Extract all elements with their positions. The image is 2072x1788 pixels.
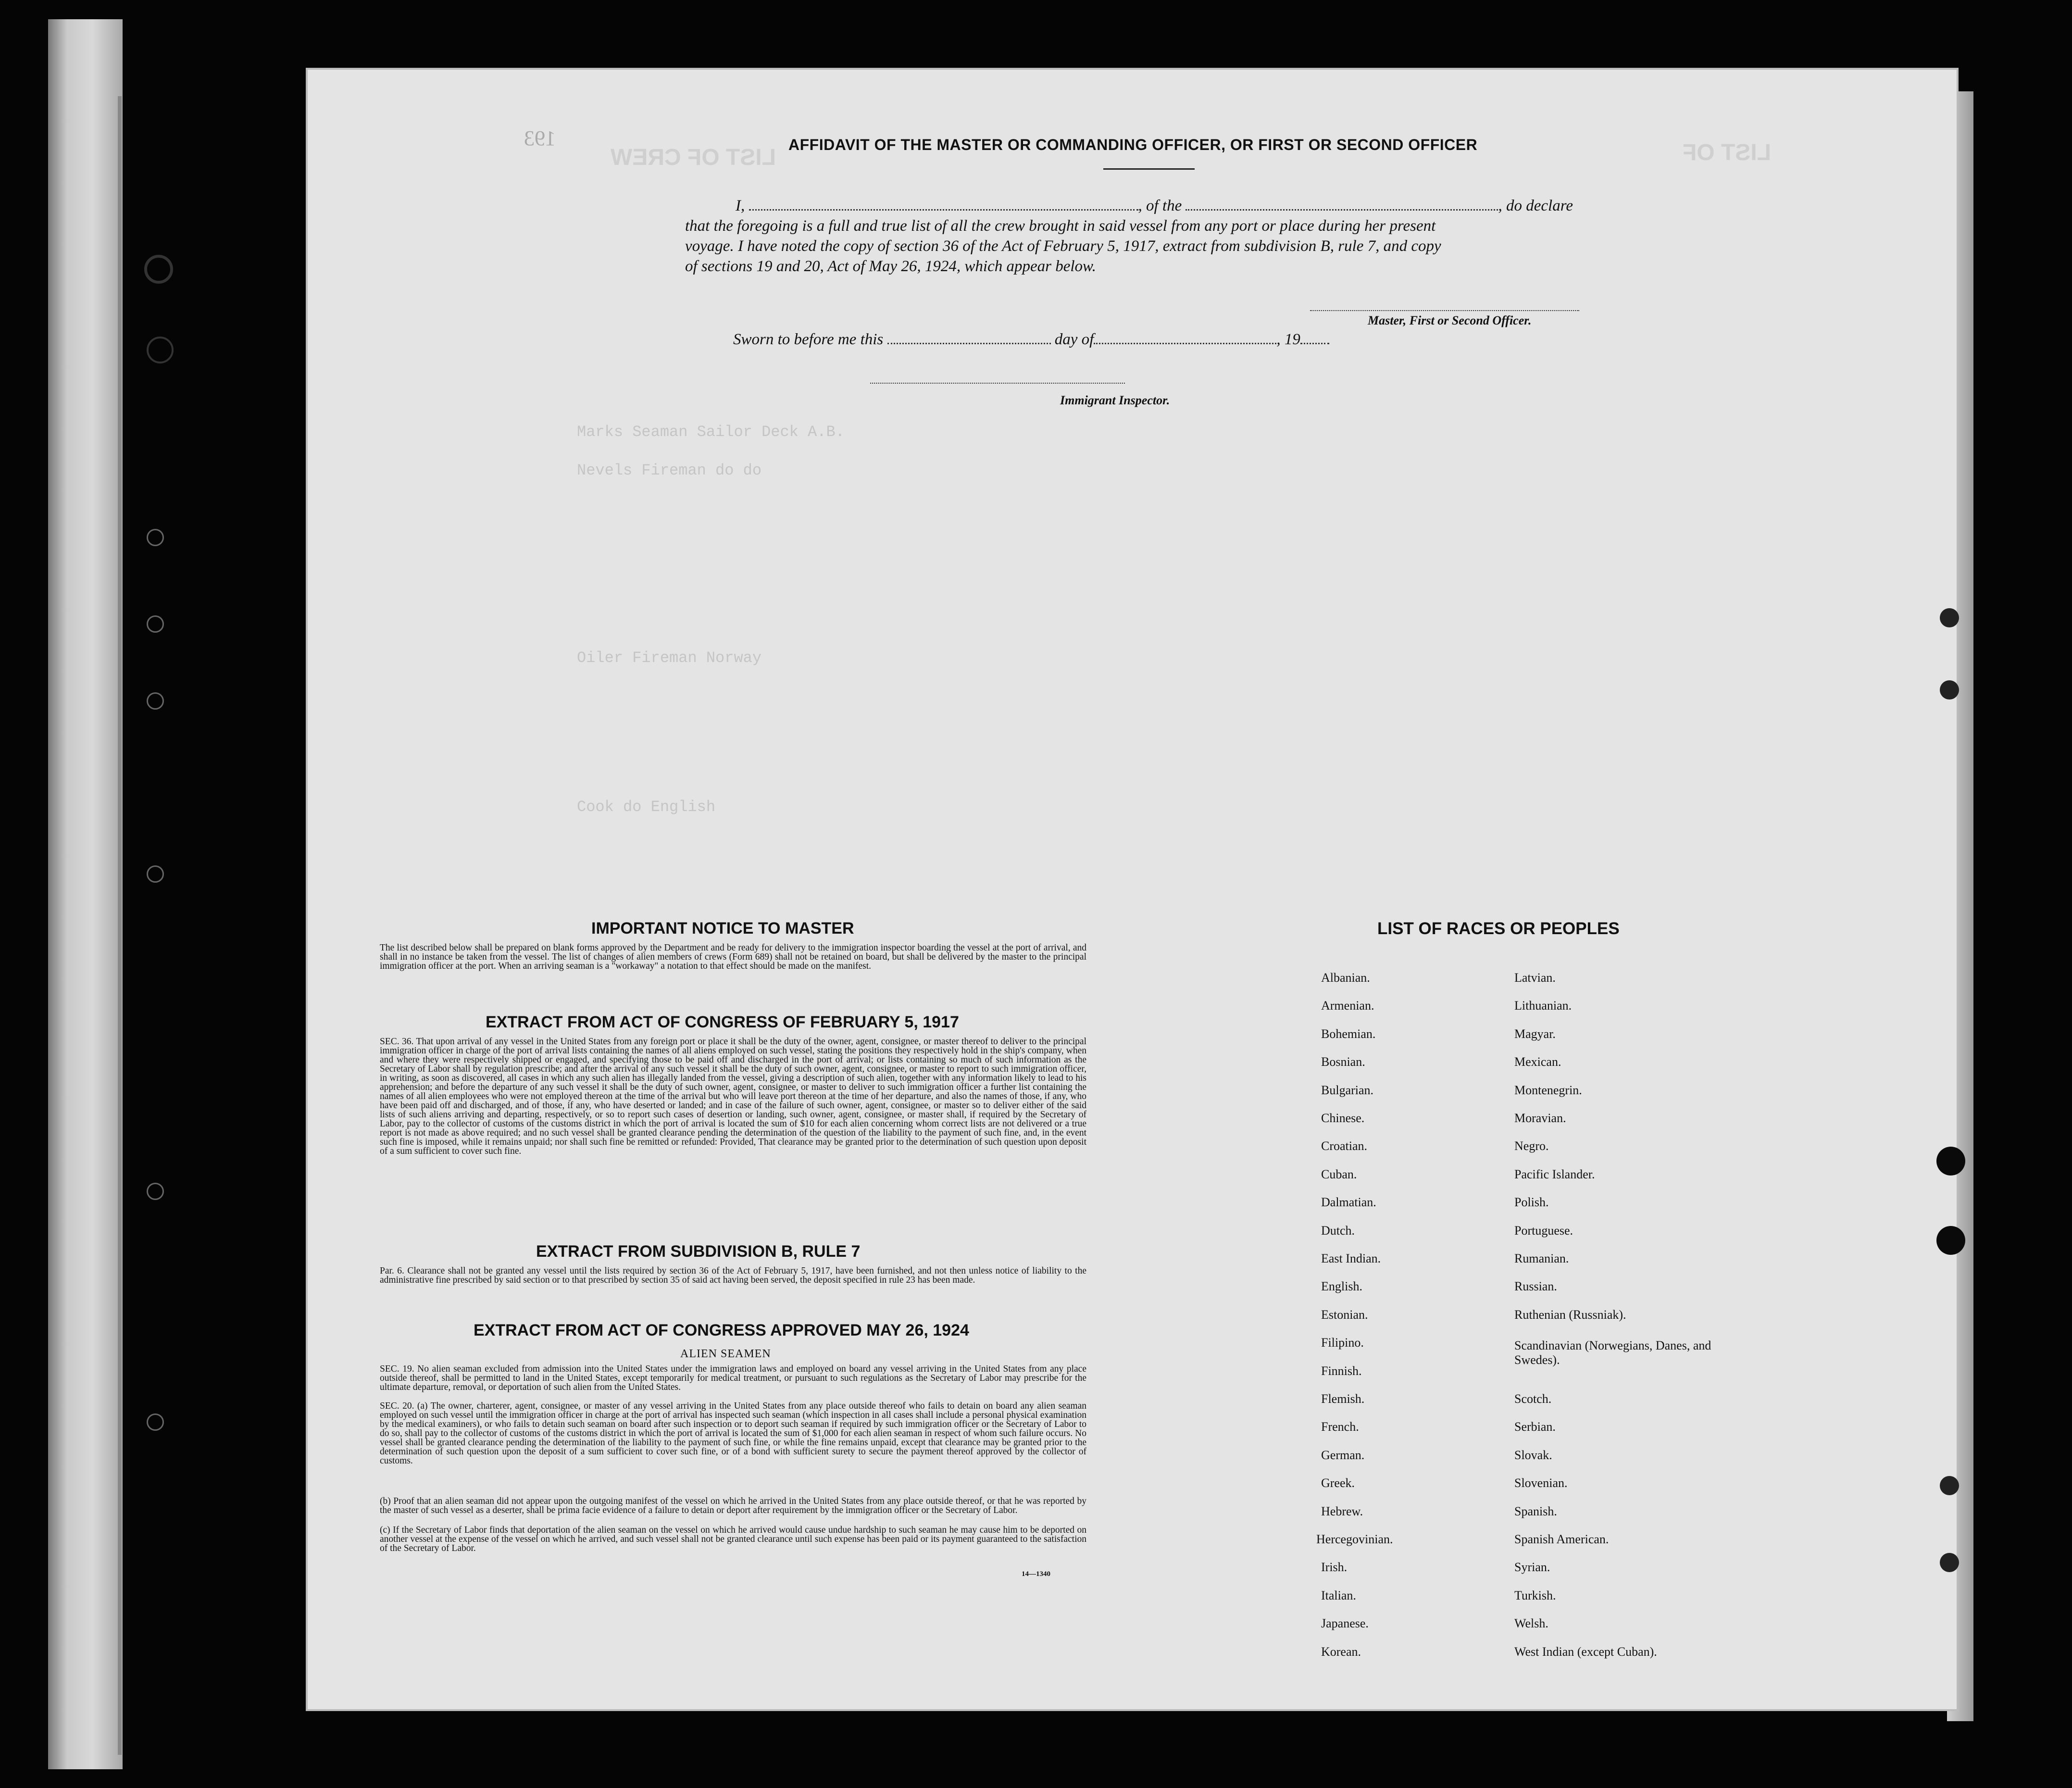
extract-rule7-title: EXTRACT FROM SUBDIVISION B, RULE 7 bbox=[536, 1242, 861, 1261]
race-entry: Bohemian. bbox=[1321, 1026, 1376, 1041]
race-entry: Scotch. bbox=[1514, 1392, 1552, 1406]
race-entry: Welsh. bbox=[1514, 1616, 1548, 1631]
race-entry: Flemish. bbox=[1321, 1392, 1365, 1406]
extract-1924-sec20c: (c) If the Secretary of Labor finds that deportation of the alien seaman on the vessel on which he arrived would cause undue hardship to such seaman he may cause him to be deported on another vessel at the expense of the vessel on which he arrived, and such vessel shall not be granted clearance until such expense has been paid or its payment guaranteed to the satisfaction of the Secretary of Labor. bbox=[380, 1525, 1086, 1553]
extract-1924-sec19: SEC. 19. No alien seaman excluded from admission into the United States under the immigration laws and employed on board any vessel arriving in the United States from any place outside thereof, shall be permitted to land in the United States, except temporarily for medical treatment, or pursuant to such regulations as the Secretary of Labor may prescribe for the ultimate departure, removal, or deportation of such alien from the United States. bbox=[380, 1364, 1086, 1392]
extract-1924-title: EXTRACT FROM ACT OF CONGRESS APPROVED MAY 26, 1924 bbox=[474, 1321, 969, 1339]
affidavit-title: AFFIDAVIT OF THE MASTER OR COMMANDING OFFICER, OR FIRST OR SECOND OFFICER bbox=[788, 136, 1478, 153]
year-blank[interactable] bbox=[1300, 333, 1329, 344]
bleed-through-row: Cook do English bbox=[577, 798, 716, 816]
race-entry: Dalmatian. bbox=[1321, 1195, 1376, 1210]
bleed-through-row: Nevels Fireman do do bbox=[577, 462, 762, 479]
race-entry: Bosnian. bbox=[1321, 1055, 1365, 1069]
sworn-line bbox=[733, 331, 1329, 349]
race-entry: Irish. bbox=[1321, 1560, 1348, 1575]
extract-1917-text: SEC. 36. That upon arrival of any vessel in the United States from any foreign port or place it shall be the duty of the owner, agent, consignee, or master thereof to deliver to the principal immigration officer in charge of the port of arrival lists containing the names of all aliens employed on such vessel, stating the positions they respectively hold in the ship's company, when and where they were respectively shipped or engaged, and specifying those to be paid off and discharged in the port of arrival; or lists containing so much of such information as the Secretary of Labor shall by regulation prescribe; and after the arrival of any such vessel it shall be the duty of such owner, agent, consignee, or master to report to such immigration officer, in writing, as soon as discovered, all cases in which any such alien has illegally landed from the vessel, giving a description of such alien, together with any information likely to lead to his apprehension; and before the departure of any such vessel it shall be the duty of such owner, agent, consignee, or master to deliver to such immigration officer a further list containing the names of all alien employees who were not employed thereon at the time of the arrival but who will leave port thereon at the time of her departure, and also the names of those, if any, who have been paid off and discharged, and of those, if any, who have deserted or landed; and in case of the failure of such owner, agent, consignee, or master so to deliver either of the said lists of such aliens arriving and departing, respectively, or so to report such cases of desertion or landing, such owner, agent, consignee, or master shall, if required by the Secretary of Labor, pay to the collector of customs of the customs district in which the port of arrival is located the sum of $10 for each alien concerning whom correct lists are not delivered or a true report is not made as above required; and no such vessel shall be granted clearance pending the determination of the question of the liability to the payment of such fine, and, in the event such fine is imposed, while it remains unpaid; nor shall such fine be remitted or refunded: Provided, That clearance may be granted prior to the determination of such question upon deposit of a sum sufficient to cover such fine. bbox=[380, 1037, 1086, 1156]
affidavit-line-4: of sections 19 and 20, Act of May 26, 1924, which appear below. bbox=[685, 258, 1096, 275]
binding-strip bbox=[48, 19, 123, 1769]
strip-fold bbox=[118, 96, 122, 1755]
race-entry: English. bbox=[1321, 1279, 1362, 1294]
race-entry: Japanese. bbox=[1321, 1616, 1369, 1631]
binding-hole bbox=[147, 1183, 164, 1200]
binding-hole bbox=[147, 1413, 164, 1431]
sworn-date-blank[interactable] bbox=[887, 333, 1051, 344]
race-entry: Rumanian. bbox=[1514, 1251, 1569, 1265]
declarant-label: I, bbox=[736, 197, 745, 214]
affidavit-line-1 bbox=[736, 197, 1573, 215]
punch-hole bbox=[1936, 1147, 1965, 1175]
race-entry: Spanish American. bbox=[1514, 1532, 1609, 1546]
month-blank[interactable] bbox=[1094, 333, 1276, 344]
inspector-signature-label: Immigrant Inspector. bbox=[1060, 393, 1170, 407]
punch-hole bbox=[1940, 680, 1959, 700]
page-number-stamp: 193 bbox=[524, 126, 556, 150]
race-entry: Russian. bbox=[1514, 1279, 1557, 1294]
race-entry: Albanian. bbox=[1321, 971, 1370, 985]
bleed-through-heading: LIST OF bbox=[1683, 140, 1771, 165]
binding-hole bbox=[147, 865, 164, 883]
ring-mark bbox=[144, 255, 173, 284]
affidavit-line-3: voyage. I have noted the copy of section 36 of the Act of February 5, 1917, extract from subdivision B, rule 7, and copy bbox=[685, 238, 1441, 255]
binding-hole bbox=[147, 615, 164, 633]
race-entry: French. bbox=[1321, 1420, 1359, 1434]
bleed-through-row: Marks Seaman Sailor Deck A.B. bbox=[577, 423, 845, 441]
race-entry: Montenegrin. bbox=[1514, 1083, 1582, 1097]
race-entry: Bulgarian. bbox=[1321, 1083, 1374, 1097]
sworn-label: Sworn to before me this bbox=[733, 331, 884, 348]
race-entry: Portuguese. bbox=[1514, 1223, 1573, 1238]
punch-hole bbox=[1936, 1226, 1965, 1255]
vessel-name-blank[interactable] bbox=[1186, 200, 1498, 211]
notice-title: IMPORTANT NOTICE TO MASTER bbox=[591, 919, 854, 938]
race-entry: Scandinavian (Norwegians, Danes, and Swedes). bbox=[1514, 1338, 1711, 1367]
race-entry: German. bbox=[1321, 1448, 1365, 1462]
race-entry: Serbian. bbox=[1514, 1420, 1556, 1434]
race-entry: Italian. bbox=[1321, 1588, 1356, 1602]
extract-1924-sec20a: SEC. 20. (a) The owner, charterer, agent, consignee, or master of any vessel arriving in the United States from any place outside thereof who fails to detain on board any alien seaman employed on such vessel until the immigration officer in charge at the port of arrival has inspected such seaman (which inspection in all cases shall include a personal physical examination by the medical examiners), or who fails to detain such seaman on board after such inspection or to deport such seaman if required by such immigration officer or the Secretary of Labor to do so, shall pay to the collector of customs of the customs district in which the port of arrival is located the sum of $1,000 for each alien seaman in respect of whom such failure occurs. No vessel shall be granted clearance pending the determination of the liability to the payment of such fine, or while the fine remains unpaid, except that clearance may be granted prior to the determination of such question upon the deposit of a sum sufficient to cover such fine, or of a bond with sufficient surety to secure the payment thereof approved by the collector of customs. bbox=[380, 1401, 1086, 1466]
inspector-signature-line bbox=[870, 383, 1125, 385]
extract-rule7-text: Par. 6. Clearance shall not be granted any vessel until the lists required by section 36 of the Act of February 5, 1917, have been furnished, and not then unless notice of liability to the administrative fine prescribed by said section or to that prescribed by section 35 of said act having been served, the deposit specified in rule 23 has been made. bbox=[380, 1266, 1086, 1285]
race-entry: Ruthenian (Russniak). bbox=[1514, 1307, 1626, 1322]
declare-label: , do declare bbox=[1498, 197, 1573, 214]
binding-hole bbox=[147, 529, 164, 546]
race-entry: Dutch. bbox=[1321, 1223, 1355, 1238]
race-entry: Magyar. bbox=[1514, 1026, 1556, 1041]
race-entry: Estonian. bbox=[1321, 1307, 1368, 1322]
race-entry: Spanish. bbox=[1514, 1504, 1557, 1518]
race-entry: Pacific Islander. bbox=[1514, 1167, 1595, 1181]
declarant-name-blank[interactable] bbox=[749, 200, 1138, 211]
race-entry: Finnish. bbox=[1321, 1363, 1362, 1378]
race-entry: Greek. bbox=[1321, 1476, 1355, 1490]
race-entry: Moravian. bbox=[1514, 1111, 1566, 1125]
title-underline bbox=[1103, 168, 1195, 170]
extract-1924-sec20b: (b) Proof that an alien seaman did not appear upon the outgoing manifest of the vessel on which he arrived in the United States from any place outside thereof, or that he was reported by the master of such vessel as a deserter, shall be prima facie evidence of a failure to detain or deport after requirement by the immigration officer or the Secretary of Labor. bbox=[380, 1496, 1086, 1515]
bleed-through-heading: LIST OF CREW bbox=[611, 145, 776, 170]
race-entry: Hebrew. bbox=[1321, 1504, 1363, 1518]
race-entry: Slovak. bbox=[1514, 1448, 1552, 1462]
master-signature-line bbox=[1310, 310, 1579, 312]
races-title: LIST OF RACES OR PEOPLES bbox=[1377, 919, 1620, 938]
race-entry: Turkish. bbox=[1514, 1588, 1556, 1602]
extract-1917-title: EXTRACT FROM ACT OF CONGRESS OF FEBRUARY 5, 1917 bbox=[486, 1013, 959, 1031]
race-entry: Filipino. bbox=[1321, 1336, 1364, 1350]
alien-seamen-subtitle: ALIEN SEAMEN bbox=[680, 1348, 771, 1360]
form-number: 14—1340 bbox=[1022, 1570, 1050, 1578]
race-entry: Slovenian. bbox=[1514, 1476, 1568, 1490]
punch-hole bbox=[1940, 1553, 1959, 1572]
race-entry: Latvian. bbox=[1514, 971, 1556, 985]
race-entry: Syrian. bbox=[1514, 1560, 1550, 1575]
race-entry: Lithuanian. bbox=[1514, 999, 1572, 1013]
vessel-label: , of the bbox=[1138, 197, 1182, 214]
race-entry: Negro. bbox=[1514, 1139, 1549, 1153]
race-entry: East Indian. bbox=[1321, 1251, 1381, 1265]
race-entry: Hercegovinian. bbox=[1316, 1532, 1393, 1546]
punch-hole bbox=[1940, 1476, 1959, 1495]
master-signature-label: Master, First or Second Officer. bbox=[1368, 313, 1532, 327]
year-label: , 19 bbox=[1276, 331, 1300, 348]
race-entry: West Indian (except Cuban). bbox=[1514, 1644, 1657, 1659]
day-of-label: day of bbox=[1054, 331, 1094, 348]
race-entry: Croatian. bbox=[1321, 1139, 1368, 1153]
affidavit-line-2: that the foregoing is a full and true list of all the crew brought in said vessel from any port or place during her present bbox=[685, 217, 1436, 235]
race-entry: Chinese. bbox=[1321, 1111, 1365, 1125]
binding-hole bbox=[147, 692, 164, 710]
race-entry: Mexican. bbox=[1514, 1055, 1561, 1069]
notice-text: The list described below shall be prepared on blank forms approved by the Department and be ready for delivery to the immigration inspector boarding the vessel at the port of arrival, and shall in no instance be taken from the vessel. The list of changes of alien members of crews (Form 689) shall not be retained on board, but shall be delivered by the master to the principal immigration officer at the port. When an arriving seaman is a "workaway" a notation to that effect should be made on the manifest. bbox=[380, 943, 1086, 971]
ring-mark bbox=[147, 337, 174, 363]
race-entry: Cuban. bbox=[1321, 1167, 1357, 1181]
race-entry: Polish. bbox=[1514, 1195, 1549, 1210]
race-entry: Korean. bbox=[1321, 1644, 1361, 1659]
punch-hole bbox=[1940, 608, 1959, 627]
race-entry: Armenian. bbox=[1321, 999, 1374, 1013]
bleed-through-row: Oiler Fireman Norway bbox=[577, 649, 762, 667]
